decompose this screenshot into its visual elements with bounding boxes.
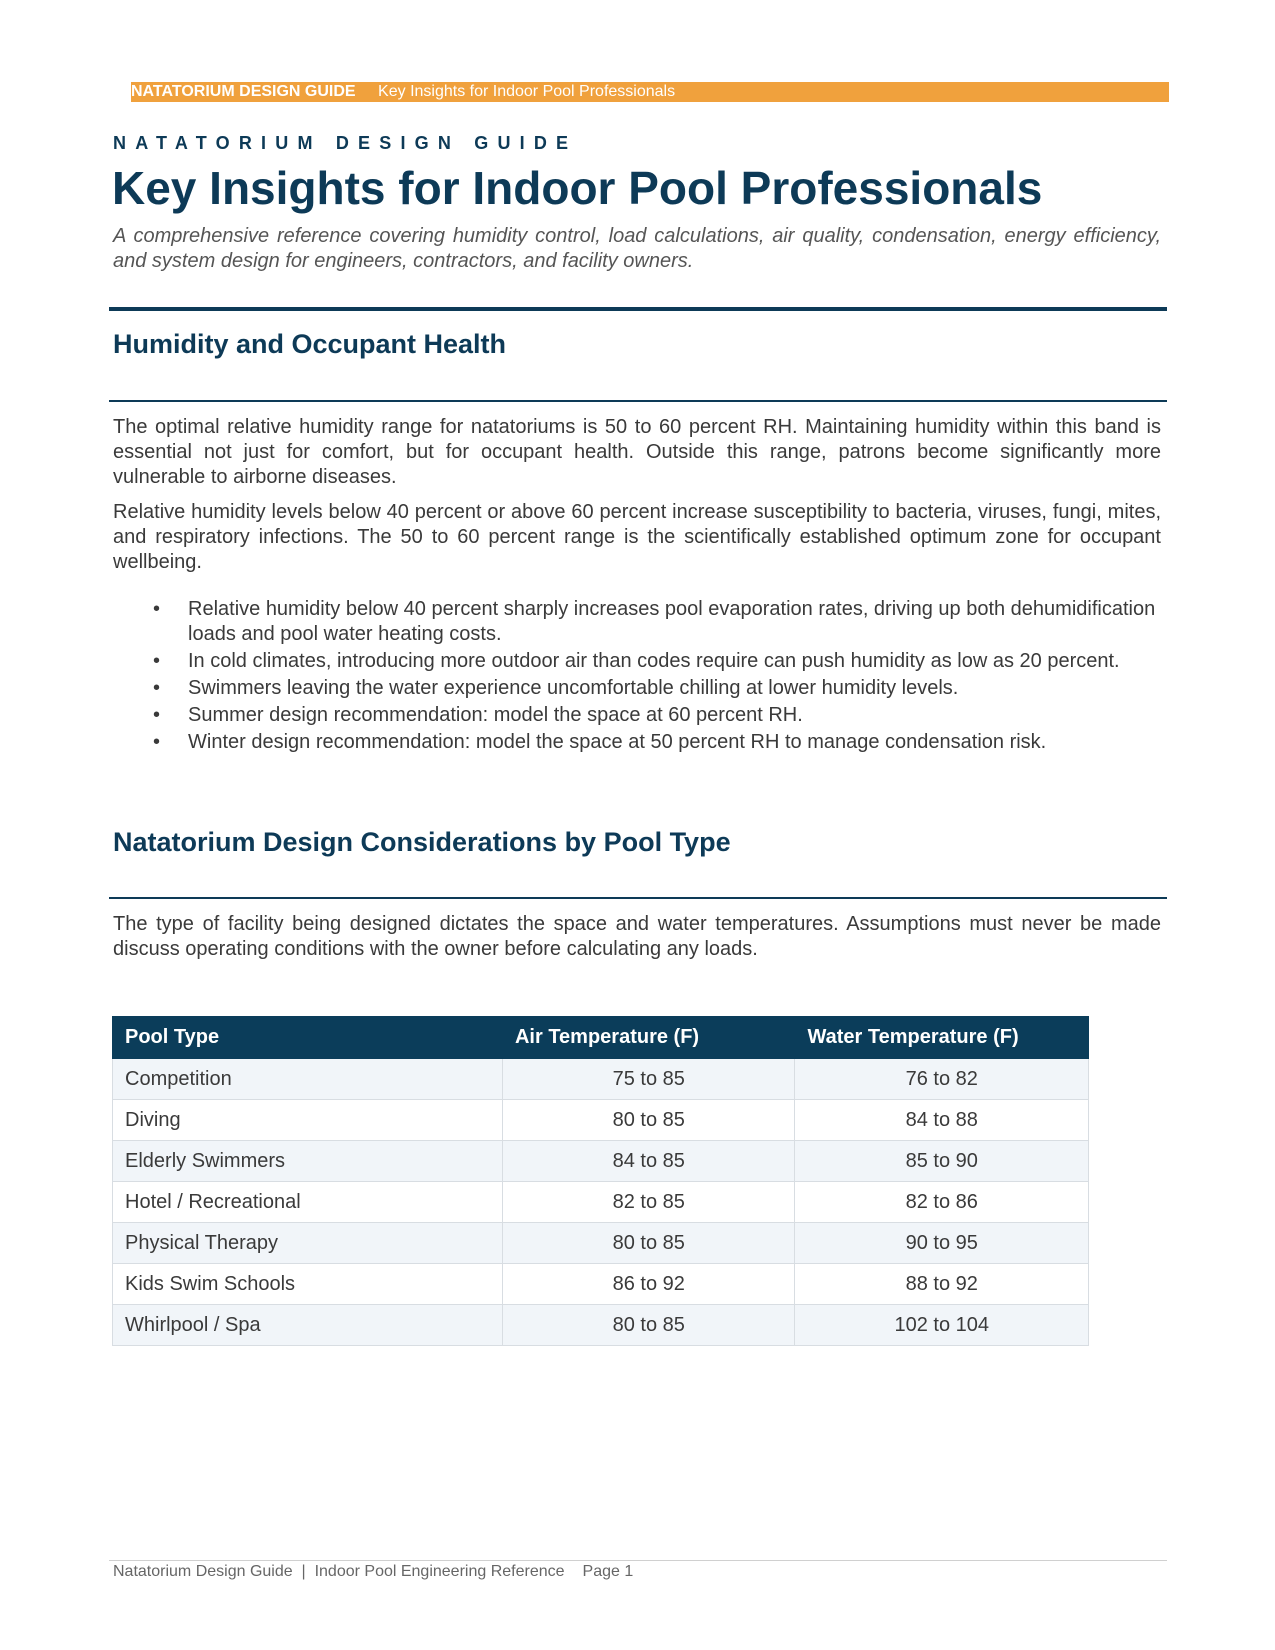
bullet-icon: •: [153, 677, 161, 699]
list-item: [113, 649, 1161, 674]
table-cell: Diving: [113, 1100, 503, 1141]
table-cell: 84 to 85: [502, 1141, 794, 1182]
header-bar-title: NATATORIUM DESIGN GUIDE: [131, 83, 356, 100]
table-cell: 102 to 104: [795, 1305, 1089, 1346]
table-cell: 80 to 85: [502, 1100, 794, 1141]
page-subtitle: A comprehensive reference covering humidity control, load calculations, air quality, condensation, energy efficiency, and system design for engineers, contractors, and facility owners.: [113, 225, 1161, 272]
table-cell: Hotel / Recreational: [113, 1182, 503, 1223]
table-row: [113, 1223, 1089, 1264]
list-item-text: In cold climates, introducing more outdoor air than codes require can push humidity as low as 20 percent.: [188, 650, 1120, 672]
page-number: Page 1: [582, 1563, 634, 1580]
section-divider: [109, 400, 1167, 402]
table-cell: Competition: [113, 1059, 503, 1100]
section-heading-pool-type: Natatorium Design Considerations by Pool Type: [113, 827, 731, 857]
column-header: Air Temperature (F): [502, 1017, 794, 1059]
list-item-text: Swimmers leaving the water experience uncomfortable chilling at lower humidity levels.: [188, 677, 959, 699]
bullet-icon: •: [153, 598, 161, 620]
paragraph: The optimal relative humidity range for natatoriums is 50 to 60 percent RH. Maintaining humidity within this band is essential not just for comfort, but for occupant health. Outside this range, patrons become significantly more vulnerable to airborne diseases.: [113, 416, 1161, 488]
column-header: Pool Type: [113, 1017, 503, 1059]
footer-text: Natatorium Design Guide | Indoor Pool Engineering Reference: [113, 1563, 565, 1580]
list-item: [113, 730, 1161, 755]
list-item-text: Summer design recommendation: model the space at 60 percent RH.: [188, 704, 803, 726]
section-divider: [109, 897, 1167, 899]
overline: NATATORIUM DESIGN GUIDE: [113, 133, 578, 153]
table-cell: 86 to 92: [502, 1264, 794, 1305]
table-row: [113, 1100, 1089, 1141]
table-cell: 75 to 85: [502, 1059, 794, 1100]
bullet-icon: •: [153, 704, 161, 726]
paragraph: Relative humidity levels below 40 percent or above 60 percent increase susceptibility to bacteria, viruses, fungi, mites, and respiratory infections. The 50 to 60 percent range is the scientifically established optimum zone for occupant wellbeing.: [113, 501, 1161, 573]
table-cell: 84 to 88: [795, 1100, 1089, 1141]
page-footer: [113, 1562, 633, 1582]
table-cell: 90 to 95: [795, 1223, 1089, 1264]
table-cell: Kids Swim Schools: [113, 1264, 503, 1305]
list-item-text: Relative humidity below 40 percent sharply increases pool evaporation rates, driving up both dehumidification loads and pool water heating costs.: [188, 598, 1156, 645]
table-cell: Physical Therapy: [113, 1223, 503, 1264]
table-cell: 80 to 85: [502, 1305, 794, 1346]
bullet-icon: •: [153, 731, 161, 753]
table-cell: 88 to 92: [795, 1264, 1089, 1305]
bullet-icon: •: [153, 650, 161, 672]
bullet-list: [113, 597, 1161, 757]
title-divider: [109, 307, 1167, 311]
table-row: [113, 1305, 1089, 1346]
column-header: Water Temperature (F): [795, 1017, 1089, 1059]
table-cell: 76 to 82: [795, 1059, 1089, 1100]
table-cell: 85 to 90: [795, 1141, 1089, 1182]
table-row: [113, 1141, 1089, 1182]
table-cell: 80 to 85: [502, 1223, 794, 1264]
list-item: [113, 597, 1161, 647]
table-row: [113, 1182, 1089, 1223]
table-header-row: [113, 1017, 1089, 1059]
header-bar: [131, 82, 1169, 102]
pool-type-table: [112, 1016, 1089, 1346]
list-item-text: Winter design recommendation: model the space at 50 percent RH to manage condensation risk.: [188, 731, 1047, 753]
footer-divider: [109, 1560, 1167, 1561]
list-item: [113, 676, 1161, 701]
list-item: [113, 703, 1161, 728]
header-bar-subtitle: Key Insights for Indoor Pool Professionals: [378, 83, 676, 100]
page-title: Key Insights for Indoor Pool Professionals: [112, 162, 1043, 214]
table-row: [113, 1059, 1089, 1100]
paragraph: The type of facility being designed dictates the space and water temperatures. Assumptions must never be made discuss operating conditions with the owner before calculating any loads.: [113, 913, 1161, 960]
table-cell: Whirlpool / Spa: [113, 1305, 503, 1346]
table-cell: Elderly Swimmers: [113, 1141, 503, 1182]
section-heading-humidity: Humidity and Occupant Health: [113, 329, 507, 359]
table-cell: 82 to 86: [795, 1182, 1089, 1223]
table-cell: 82 to 85: [502, 1182, 794, 1223]
table-row: [113, 1264, 1089, 1305]
